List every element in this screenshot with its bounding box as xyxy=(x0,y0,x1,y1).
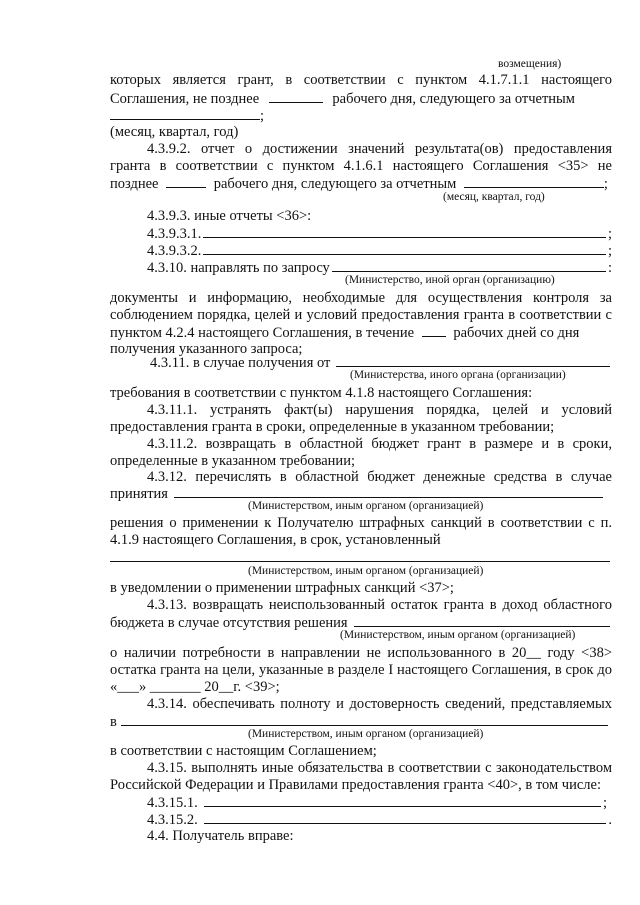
blank-field xyxy=(354,614,610,627)
hint-label: (Министерством, иным органом (организацией) xyxy=(340,629,576,641)
text-line: 4.3.15. выполнять иные обязательства в соответствии с законодательством xyxy=(147,760,612,776)
hint-label: (Министерства, иного органа (организации) xyxy=(350,369,566,381)
text-line: 4.3.9.3.2. ; xyxy=(147,243,612,259)
text-line: бюджета в случае отсутствия решения xyxy=(110,614,612,632)
text-line: 4.3.15.1. ; xyxy=(147,795,607,811)
blank-field xyxy=(203,225,606,238)
note-reimbursement: возмещения) xyxy=(498,58,562,70)
text-line: 4.3.11.1. устранять факт(ы) нарушения порядка, целей и условий xyxy=(147,402,612,418)
text-line: 4.1.9 настоящего Соглашения, в срок, установленный xyxy=(110,532,441,548)
blank-field xyxy=(110,561,610,562)
text-line: 4.3.12. перечислять в областной бюджет денежные средства в случае xyxy=(147,469,612,485)
hint-label: (месяц, квартал, год) xyxy=(443,191,545,203)
blank-field xyxy=(464,175,604,188)
text-line: 4.4. Получатель вправе: xyxy=(147,828,294,844)
text-line: 4.3.13. возвращать неиспользованный остаток гранта в доход областного xyxy=(147,597,612,613)
blank-field xyxy=(121,713,608,726)
text-line: о наличии потребности в направлении не использованного в 20__ году <38> xyxy=(110,645,612,661)
text-line: в соответствии с настоящим Соглашением; xyxy=(110,743,377,759)
text-line: решения о применении к Получателю штрафных санкций в соответствии с п. xyxy=(110,515,612,531)
text-line: позднее рабочего дня, следующего за отчетным ; xyxy=(110,176,608,192)
text-line: которых является грант, в соответствии с пунктом 4.1.7.1.1 настоящего xyxy=(110,72,612,88)
text-line: Российской Федерации и Правилами предоставления гранта <40>, в том числе: xyxy=(110,777,601,793)
blank-field xyxy=(204,794,601,807)
text-line: получения указанного запроса; xyxy=(110,341,303,357)
text-line: «___» _______ 20__г. <39>; xyxy=(110,679,280,695)
blank-field xyxy=(269,90,323,103)
text-line: предоставления гранта в сроки, определенные в указанном требовании; xyxy=(110,419,555,435)
text-line: остатка гранта на цели, указанные в разделе I настоящего Соглашения, в срок до xyxy=(110,662,612,678)
text-line: 4.3.9.2. отчет о достижении значений результата(ов) предоставления xyxy=(147,141,612,157)
text-line: 4.3.15.2. . xyxy=(147,812,612,828)
text-line: пунктом 4.2.4 настоящего Соглашения, в течение рабочих дней со дня xyxy=(110,325,580,341)
hint-label: (Министерством, иным органом (организацией) xyxy=(248,565,484,577)
text-line: 4.3.9.3. иные отчеты <36>: xyxy=(147,208,312,224)
blank-field xyxy=(166,175,206,188)
text-line: принятия xyxy=(110,485,605,503)
text-line: гранта в соответствии с пунктом 4.1.6.1 настоящего Соглашения <35> не xyxy=(110,158,612,174)
text-line: документы и информацию, необходимые для осуществления контроля за xyxy=(110,290,612,306)
blank-field xyxy=(422,324,446,337)
hint-label: (Министерством, иным органом (организацией) xyxy=(248,500,484,512)
text-line: 4.3.10. направлять по запросу : xyxy=(147,260,612,276)
text-line: Соглашения, не позднее рабочего дня, следующего за отчетным xyxy=(110,91,575,107)
blank-field xyxy=(174,485,603,498)
text-line: 4.3.9.3.1. ; xyxy=(147,226,612,242)
hint-label: (Министерством, иным органом (организацией) xyxy=(248,728,484,740)
text-line: (месяц, квартал, год) xyxy=(110,124,239,140)
text-line: 4.3.11.2. возвращать в областной бюджет грант в размере и в сроки, xyxy=(147,436,612,452)
text-line: ; xyxy=(110,107,612,125)
text-line: соблюдением порядка, целей и условий предоставления гранта в соответствии с xyxy=(110,307,612,323)
blank-field xyxy=(204,811,607,824)
text-line: требования в соответствии с пунктом 4.1.8 настоящего Соглашения: xyxy=(110,385,533,401)
blank-field xyxy=(203,242,606,255)
hint-label: (Министерство, иной орган (организацию) xyxy=(345,274,555,286)
blank-field xyxy=(110,107,260,120)
text-line: 4.3.14. обеспечивать полноту и достоверность сведений, представляемых xyxy=(147,696,612,712)
text-line: в уведомлении о применении штрафных санкций <37>; xyxy=(110,580,454,596)
blank-field xyxy=(336,354,610,367)
blank-field xyxy=(332,259,606,272)
text-line: определенные в указанном требовании; xyxy=(110,453,355,469)
text-line: 4.3.11. в случае получения от xyxy=(150,354,612,372)
text-line: в xyxy=(110,713,610,731)
